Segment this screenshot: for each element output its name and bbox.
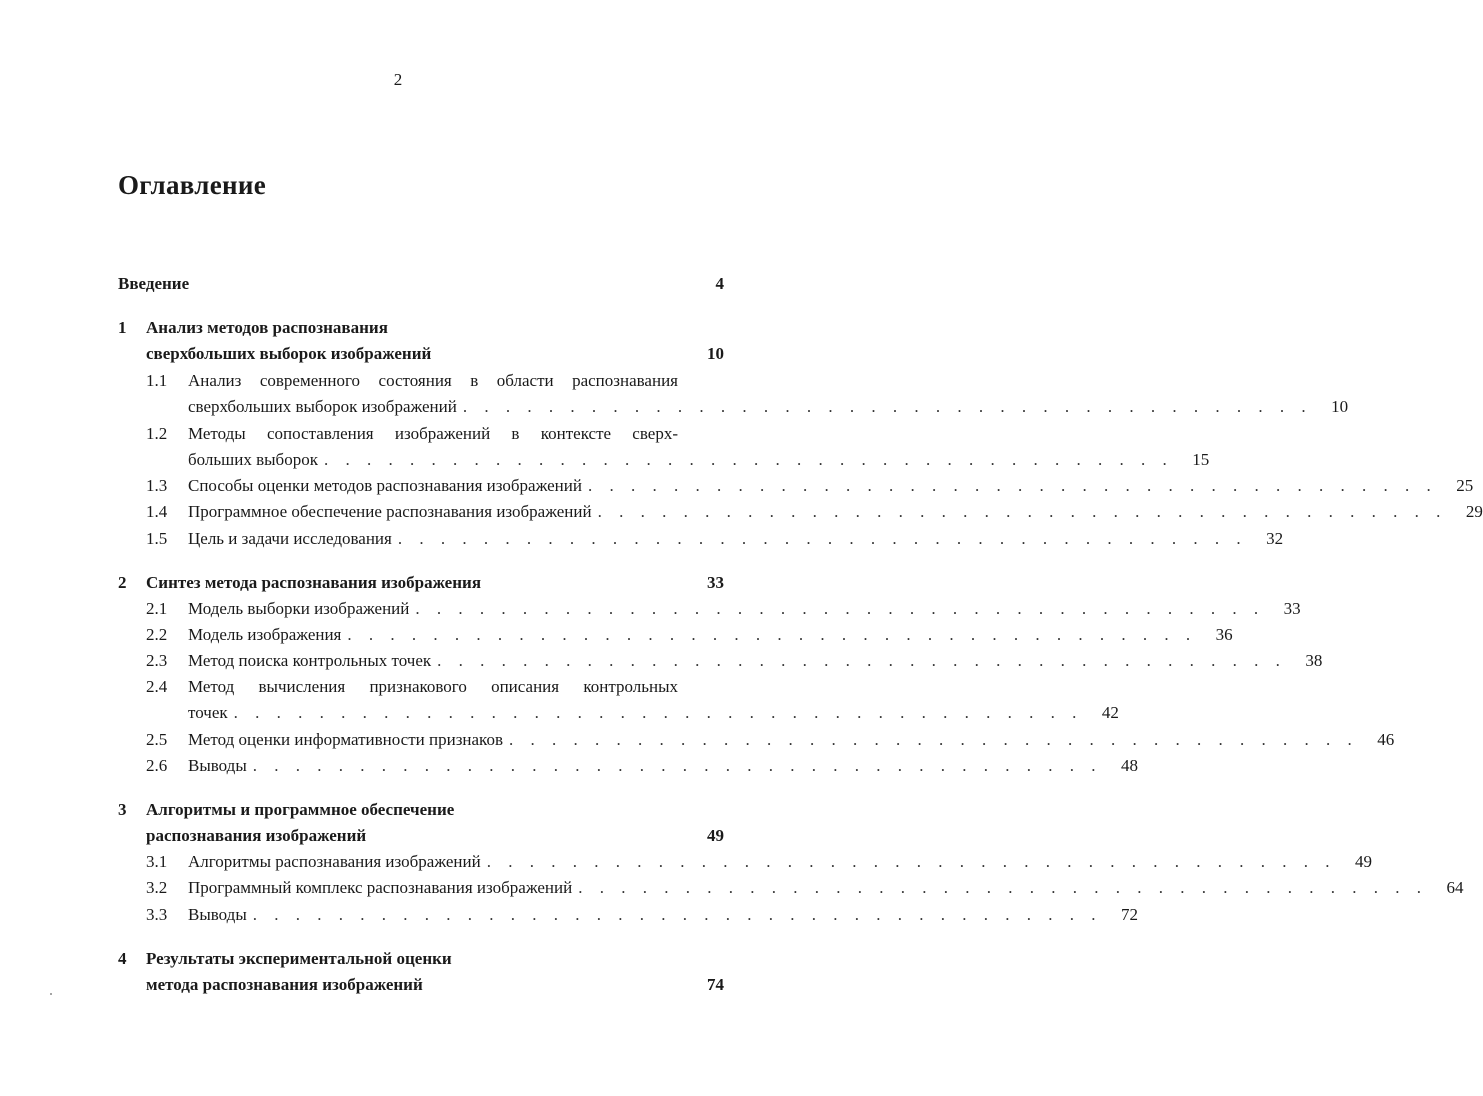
dot-leader: . . . . . . . . . . . . . . . . . . . . . . . . . . . . . . . . . . . . . . . . — [252, 756, 1103, 775]
toc-entry-chapter[interactable] — [146, 344, 724, 364]
toc-entry-chapter[interactable] — [146, 975, 724, 995]
section-title-line[interactable] — [188, 677, 678, 697]
toc-entry-section[interactable] — [188, 878, 1464, 898]
section-title-text: Метод вычисления признакового описания контрольных — [188, 677, 678, 696]
section-title-text: Алгоритмы распознавания изображений — [188, 852, 481, 871]
toc-entry-page: 4 — [715, 274, 724, 293]
section-number: 2.6 — [146, 756, 168, 775]
toc-entry-section[interactable] — [188, 852, 1372, 872]
section-number: 1.2 — [146, 424, 168, 443]
dot-leader: . . . . . . . . . . . . . . . . . . . . . . . . . . . . . . . . . . . . . . . . — [486, 852, 1336, 871]
toc-entry-section[interactable] — [188, 730, 1395, 750]
toc-entry-page: 46 — [1377, 730, 1395, 749]
chapter-number: 2 — [118, 573, 127, 592]
toc-entry-section[interactable] — [188, 905, 1139, 925]
page-number: 2 — [393, 70, 403, 89]
toc-entry-page: 10 — [707, 344, 724, 363]
section-number: 1.5 — [146, 529, 168, 548]
dot-leader: . . . . . . . . . . . . . . . . . . . . . . . . . . . . . . . . . . . . . . . . — [397, 529, 1248, 548]
section-number: 2.2 — [146, 625, 168, 644]
toc-entry-page: 74 — [707, 975, 724, 994]
section-title-text: Программное обеспечение распознавания изображений — [188, 502, 592, 521]
section-number: 2.1 — [146, 599, 168, 618]
toc-entry-intro[interactable] — [118, 274, 724, 294]
chapter-title-line[interactable] — [146, 800, 454, 820]
section-number: 3.2 — [146, 878, 168, 897]
dot-leader: . . . . . . . . . . . . . . . . . . . . . . . . . . . . . . . . . . . . . . . . — [323, 450, 1174, 469]
chapter-number: 3 — [118, 800, 127, 819]
toc-entry-page: 10 — [1331, 397, 1349, 416]
toc-entry-page: 49 — [1354, 852, 1372, 871]
toc-entry-section[interactable] — [188, 476, 1474, 496]
toc-entry-page: 32 — [1266, 529, 1284, 548]
chapter-title-line[interactable] — [146, 318, 388, 338]
section-title-text: Способы оценки методов распознавания изображений — [188, 476, 582, 495]
toc-entry-section[interactable] — [188, 703, 1119, 723]
section-title-text: Метод поиска контрольных точек — [188, 651, 432, 670]
toc-entry-page: 38 — [1305, 651, 1323, 670]
toc-entry-page: 36 — [1215, 625, 1233, 644]
section-title-text: Методы сопоставления изображений в контексте сверх- — [188, 424, 678, 443]
section-title-text: Модель выборки изображений — [188, 599, 410, 618]
section-number: 1.3 — [146, 476, 168, 495]
toc-entry-section[interactable] — [188, 502, 1483, 522]
toc-entry-section[interactable] — [188, 599, 1301, 619]
toc-entry-page: 15 — [1192, 450, 1210, 469]
section-number: 1.4 — [146, 502, 168, 521]
section-number: 2.5 — [146, 730, 168, 749]
toc-entry-page: 42 — [1101, 703, 1119, 722]
dot-leader: . . . . . . . . . . . . . . . . . . . . . . . . . . . . . . . . . . . . . . . . — [597, 502, 1447, 521]
toc-entry-section[interactable] — [188, 529, 1284, 549]
section-title-text: Анализ современного состояния в области распознавания — [188, 371, 678, 390]
chapter-title-text: метода распознавания изображений — [146, 975, 423, 994]
chapter-title-text: Синтез метода распознавания изображения — [146, 573, 482, 592]
section-title-line[interactable] — [188, 371, 678, 391]
toc-entry-section[interactable] — [188, 651, 1323, 671]
chapter-title-text: Алгоритмы и программное обеспечение — [146, 800, 455, 819]
toc-entry-page: 72 — [1121, 905, 1139, 924]
dot-leader: . . . . . . . . . . . . . . . . . . . . . . . . . . . . . . . . . . . . . . . . — [508, 730, 1359, 749]
dot-leader: . . . . . . . . . . . . . . . . . . . . . . . . . . . . . . . . . . . . . . . . — [347, 625, 1197, 644]
scan-speck — [50, 993, 52, 995]
section-title-text: Выводы — [188, 756, 247, 775]
section-number: 2.3 — [146, 651, 168, 670]
dot-leader: . . . . . . . . . . . . . . . . . . . . . . . . . . . . . . . . . . . . . . . . — [252, 905, 1103, 924]
toc-entry-page: 64 — [1446, 878, 1464, 897]
section-title-text: Выводы — [188, 905, 247, 924]
dot-leader: . . . . . . . . . . . . . . . . . . . . . . . . . . . . . . . . . . . . . . . . — [462, 397, 1313, 416]
dot-leader: . . . . . . . . . . . . . . . . . . . . . . . . . . . . . . . . . . . . . . . . — [415, 599, 1265, 618]
section-title-text: точек — [188, 703, 228, 722]
section-title-text: Модель изображения — [188, 625, 342, 644]
section-number: 3.1 — [146, 852, 168, 871]
section-title-text: сверхбольших выборок изображений — [188, 397, 457, 416]
chapter-title-text: Результаты экспериментальной оценки — [146, 949, 452, 968]
dot-leader: . . . . . . . . . . . . . . . . . . . . . . . . . . . . . . . . . . . . . . . . — [578, 878, 1428, 897]
chapter-title-text: сверхбольших выборок изображений — [146, 344, 432, 363]
section-number: 3.3 — [146, 905, 168, 924]
chapter-title-text: распознавания изображений — [146, 826, 367, 845]
toc-entry-page: 48 — [1121, 756, 1139, 775]
section-number: 2.4 — [146, 677, 168, 696]
toc-heading: Оглавление — [118, 170, 266, 200]
chapter-number: 1 — [118, 318, 127, 337]
section-title-line[interactable] — [188, 424, 678, 444]
section-title-text: Цель и задачи исследования — [188, 529, 392, 548]
section-title-text: Метод оценки информативности признаков — [188, 730, 503, 749]
toc-entry-page: 29 — [1465, 502, 1483, 521]
toc-entry-chapter[interactable] — [146, 826, 724, 846]
section-number: 1.1 — [146, 371, 168, 390]
chapter-title-line[interactable] — [146, 949, 452, 969]
toc-entry-section[interactable] — [188, 756, 1139, 776]
toc-entry-page: 49 — [707, 826, 724, 845]
chapter-title-text: Анализ методов распознавания — [146, 318, 388, 337]
toc-entry-page: 25 — [1456, 476, 1474, 495]
toc-entry-page: 33 — [707, 573, 724, 592]
dot-leader: . . . . . . . . . . . . . . . . . . . . . . . . . . . . . . . . . . . . . . . . — [233, 703, 1083, 722]
dot-leader: . . . . . . . . . . . . . . . . . . . . . . . . . . . . . . . . . . . . . . . . — [437, 651, 1287, 670]
toc-entry-title: Введение — [118, 274, 190, 293]
toc-entry-chapter[interactable] — [146, 573, 724, 593]
toc-entry-page: 33 — [1283, 599, 1301, 618]
dot-leader: . . . . . . . . . . . . . . . . . . . . . . . . . . . . . . . . . . . . . . . . — [587, 476, 1438, 495]
section-title-text: Программный комплекс распознавания изображений — [188, 878, 573, 897]
section-title-text: больших выборок — [188, 450, 318, 469]
toc-entry-section[interactable] — [188, 450, 1210, 470]
toc-entry-section[interactable] — [188, 625, 1233, 645]
toc-entry-section[interactable] — [188, 397, 1349, 417]
chapter-number: 4 — [118, 949, 127, 968]
